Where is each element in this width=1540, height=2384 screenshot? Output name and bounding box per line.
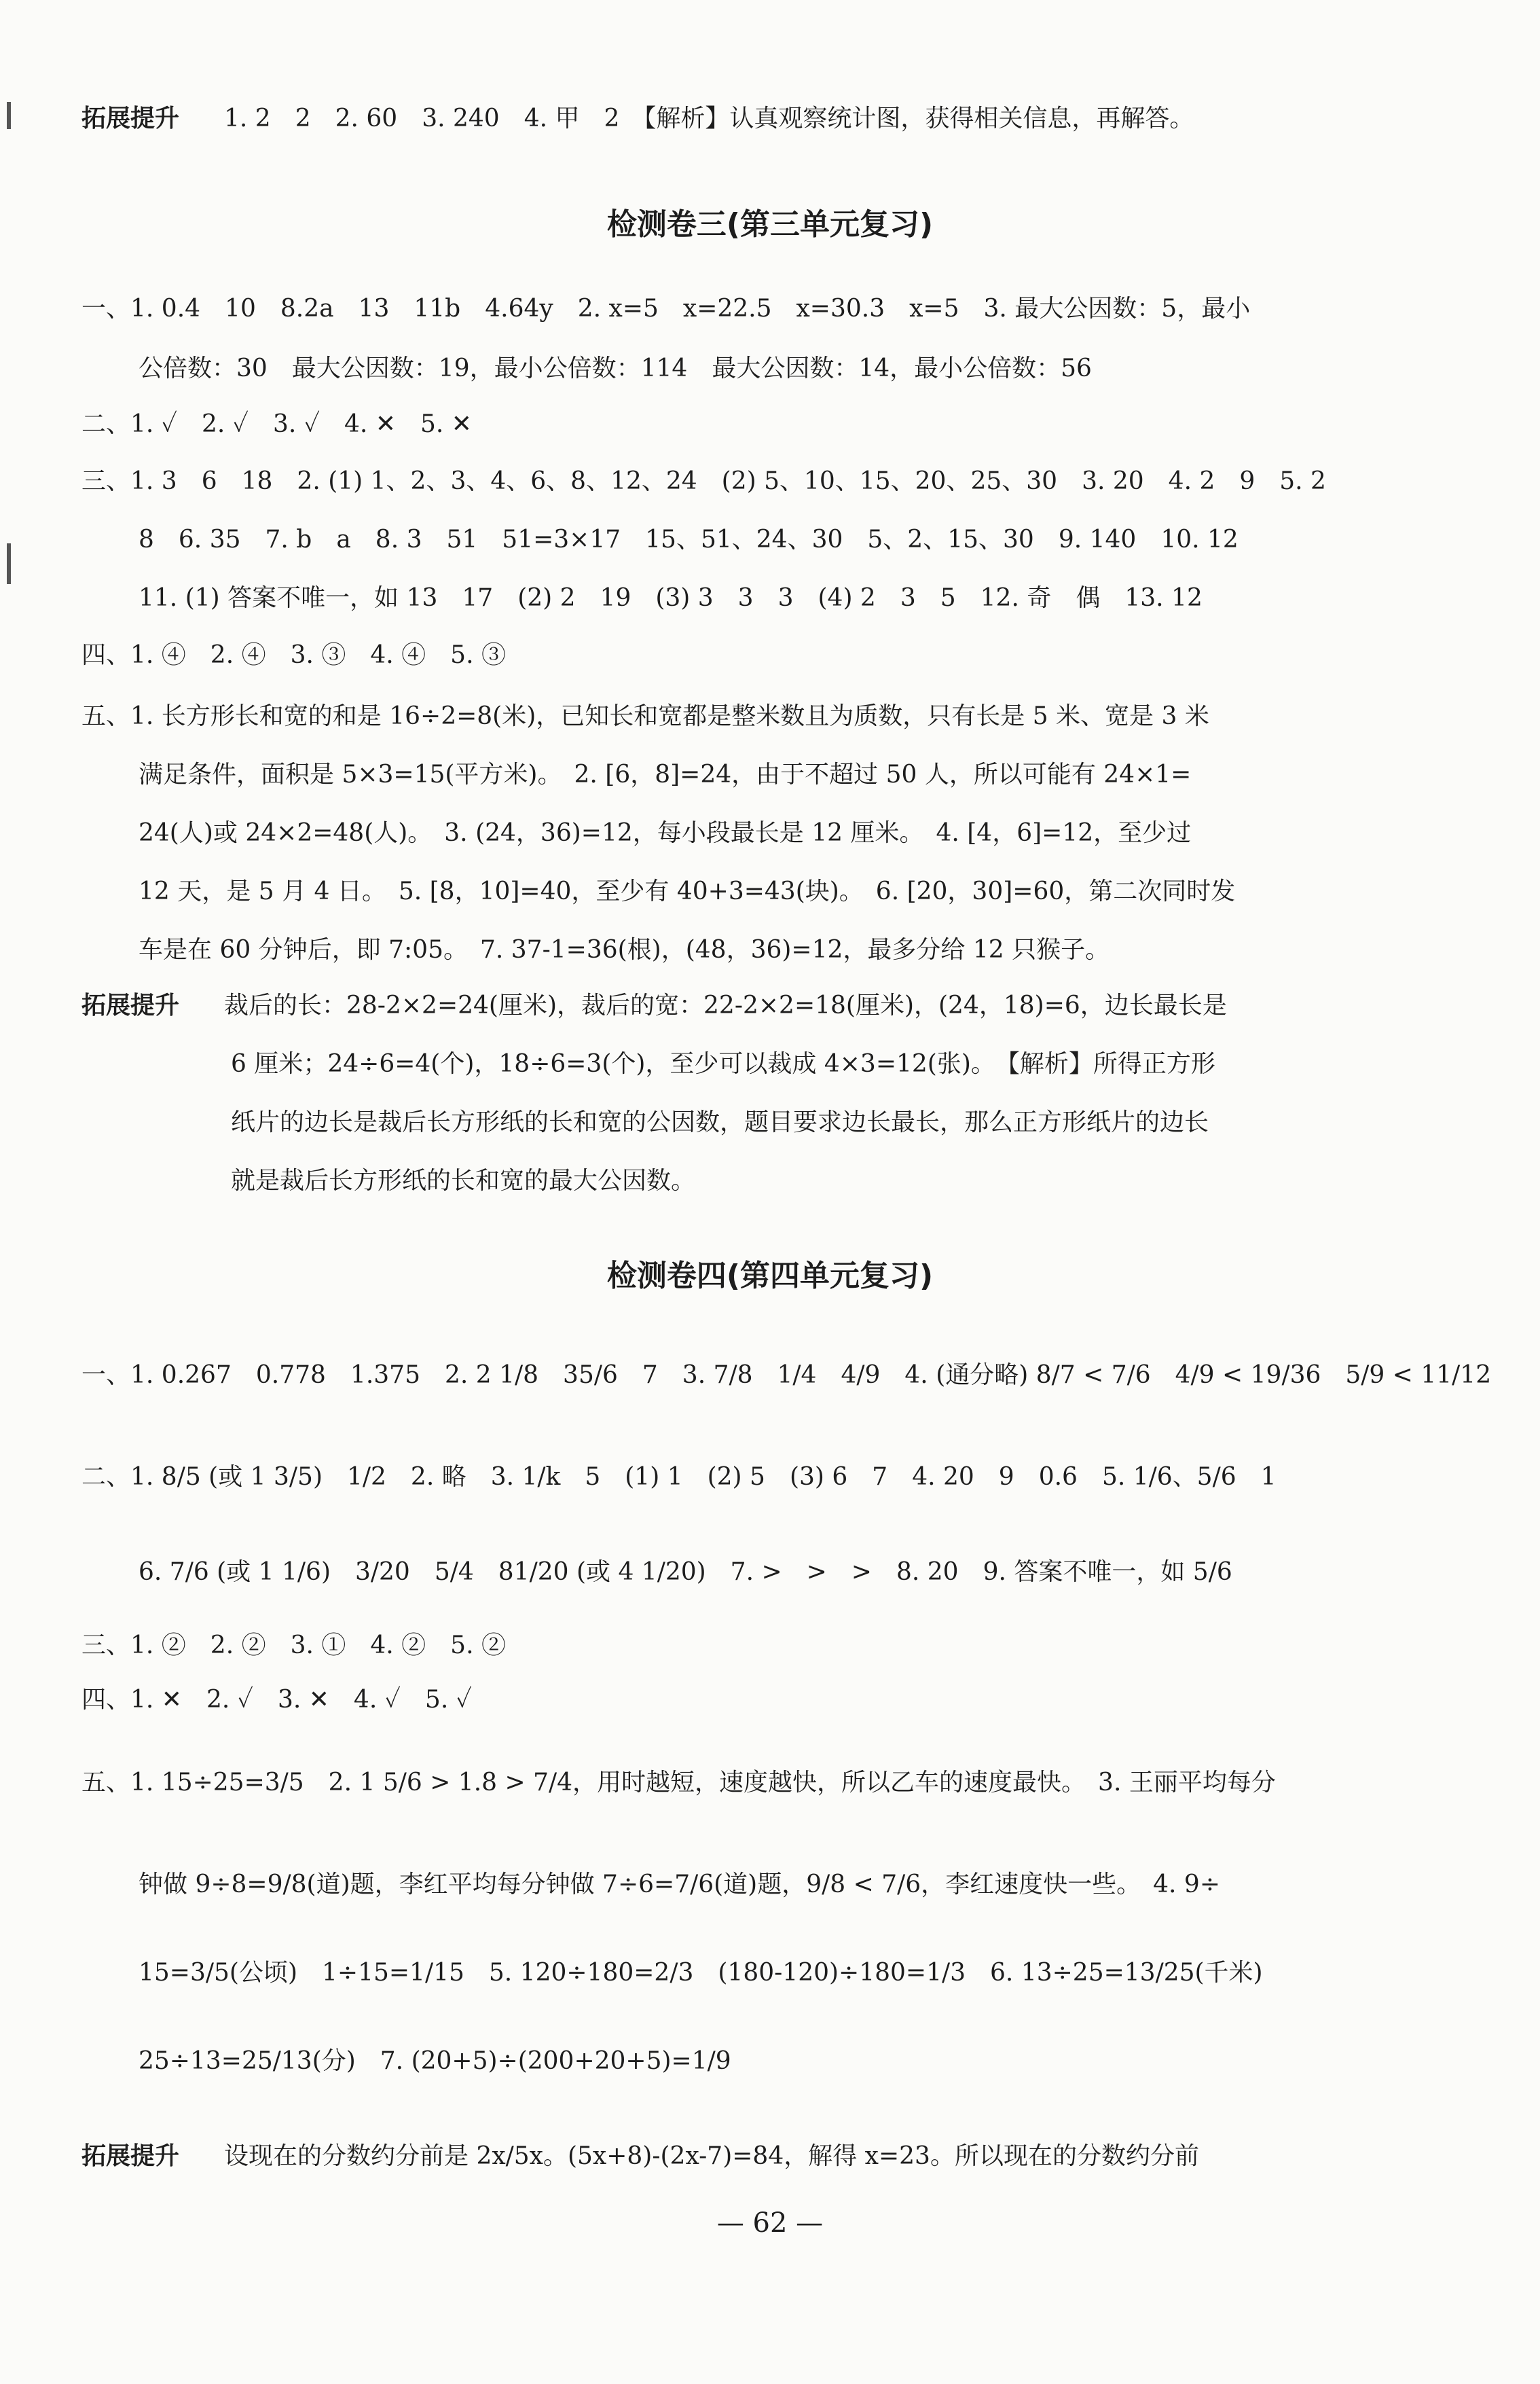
exam4-part5-line: 25÷13=25/13(分) 7. (20+5)÷(200+20+5)=1/9: [139, 2047, 731, 2075]
extension-label: 拓展提升: [81, 992, 180, 1019]
exam3-extension-line: 就是裁后长方形纸的长和宽的最大公因数。: [231, 1167, 696, 1195]
exam3-part5-line: 满足条件，面积是 5×3=15(平方米)。 2. [6，8]=24，由于不超过 50 人，所以可能有 24×1=: [139, 761, 1192, 789]
exam4-part2-line: 6. 7/6 (或 1 1/6) 3/20 5/4 81/20 (或 4 1/20) 7. > > > 8. 20 9. 答案不唯一，如 5/6: [139, 1558, 1232, 1586]
exam3-part1-line: 一、1. 0.4 10 8.2a 13 11b 4.64y 2. x=5 x=22.5 x=30.3 x=5 3. 最大公因数：5，最小: [81, 295, 1251, 323]
exam4-part2-line: 二、1. 8/5 (或 1 3/5) 1/2 2. 略 3. 1/k 5 (1) 1 (2) 5 (3) 6 7 4. 20 9 0.6 5. 1/6、5/6 1: [81, 1463, 1277, 1491]
exam3-part3-line: 三、1. 3 6 18 2. (1) 1、2、3、4、6、8、12、24 (2) 5、10、15、20、25、30 3. 20 4. 2 9 5. 2: [81, 467, 1326, 495]
exam3-part3-line: 8 6. 35 7. b a 8. 3 51 51=3×17 15、51、24、30 5、2、15、30 9. 140 10. 12: [139, 526, 1239, 554]
exam3-part4-line: 四、1. ④ 2. ④ 3. ③ 4. ④ 5. ③: [81, 641, 506, 669]
top-extension-line: [81, 102, 1446, 136]
exam3-part2-line: 二、1. ✓ 2. ✓ 3. ✓ 4. ✕ 5. ✕: [81, 410, 472, 438]
exam4-part5-line: 15=3/5(公顷) 1÷15=1/15 5. 120÷180=2/3 (180-120)÷180=1/3 6. 13÷25=13/25(千米): [139, 1959, 1263, 1987]
exam3-part5-line: 12 天，是 5 月 4 日。 5. [8，10]=40，至少有 40+3=43(块)。 6. [20，30]=60，第二次同时发: [139, 878, 1236, 905]
exam3-part5-line: 车是在 60 分钟后，即 7:05。 7. 37-1=36(根)，(48，36)=12，最多分给 12 只猴子。: [139, 936, 1110, 964]
exam3-extension-line: 6 厘米；24÷6=4(个)，18÷6=3(个)，至少可以裁成 4×3=12(张)。 【解析】所得正方形: [231, 1050, 1215, 1078]
exam4-part5-line: 钟做 9÷8=9/8(道)题，李红平均每分钟做 7÷6=7/6(道)题，9/8 < 7/6，李红速度快一些。 4. 9÷: [139, 1871, 1221, 1898]
extension-text: 裁后的长：28-2×2=24(厘米)，裁后的宽：22-2×2=18(厘米)，(24，18)=6，边长最长是: [224, 992, 1227, 1019]
exam3-part5-line: 五、1. 长方形长和宽的和是 16÷2=8(米)，已知长和宽都是整米数且为质数，只有长是 5 米、宽是 3 米: [81, 702, 1209, 730]
exam3-part5-line: 24(人)或 24×2=48(人)。 3. (24，36)=12，每小段最长是 12 厘米。 4. [4，6]=12，至少过: [139, 819, 1192, 847]
exam4-part3-line: 三、1. ② 2. ② 3. ① 4. ② 5. ②: [81, 1631, 506, 1659]
page-number: — 62 —: [716, 2207, 824, 2239]
exam4-part4-line: 四、1. ✕ 2. ✓ 3. ✕ 4. ✓ 5. ✓: [81, 1686, 472, 1714]
exam3-part3-line: 11. (1) 答案不唯一，如 13 17 (2) 2 19 (3) 3 3 3 (4) 2 3 5 12. 奇 偶 13. 12: [139, 584, 1203, 612]
exam3-title: 检测卷三(第三单元复习): [606, 207, 934, 242]
exam4-part1-line: 一、1. 0.267 0.778 1.375 2. 2 1/8 35/6 7 3. 7/8 1/4 4/9 4. (通分略) 8/7 < 7/6 4/9 < 19/36 5/9 < 11/12: [81, 1361, 1492, 1389]
extension-text: 设现在的分数约分前是 2x/5x。(5x+8)-(2x-7)=84，解得 x=23。所以现在的分数约分前: [224, 2142, 1199, 2170]
exam4-part5-line: 五、1. 15÷25=3/5 2. 1 5/6 > 1.8 > 7/4，用时越短，速度越快，所以乙车的速度最快。 3. 王丽平均每分: [81, 1769, 1276, 1796]
scan-mark: [7, 543, 11, 584]
extension-label: 拓展提升: [81, 2142, 180, 2170]
exam4-title: 检测卷四(第四单元复习): [606, 1259, 934, 1293]
exam3-extension-line: 纸片的边长是裁后长方形纸的长和宽的公因数，题目要求边长最长，那么正方形纸片的边长: [231, 1108, 1209, 1136]
extension-text: 1. 2 2 2. 60 3. 240 4. 甲 2 【解析】认真观察统计图，获得相关信息，再解答。: [224, 105, 1194, 132]
extension-label: 拓展提升: [81, 105, 180, 132]
exam3-extension-line: [81, 989, 1446, 1023]
exam3-part1-line: 公倍数：30 最大公因数：19，最小公倍数：114 最大公因数：14，最小公倍数：56: [139, 355, 1092, 382]
scan-mark: [7, 102, 11, 129]
exam4-extension-line: [81, 2139, 1446, 2173]
